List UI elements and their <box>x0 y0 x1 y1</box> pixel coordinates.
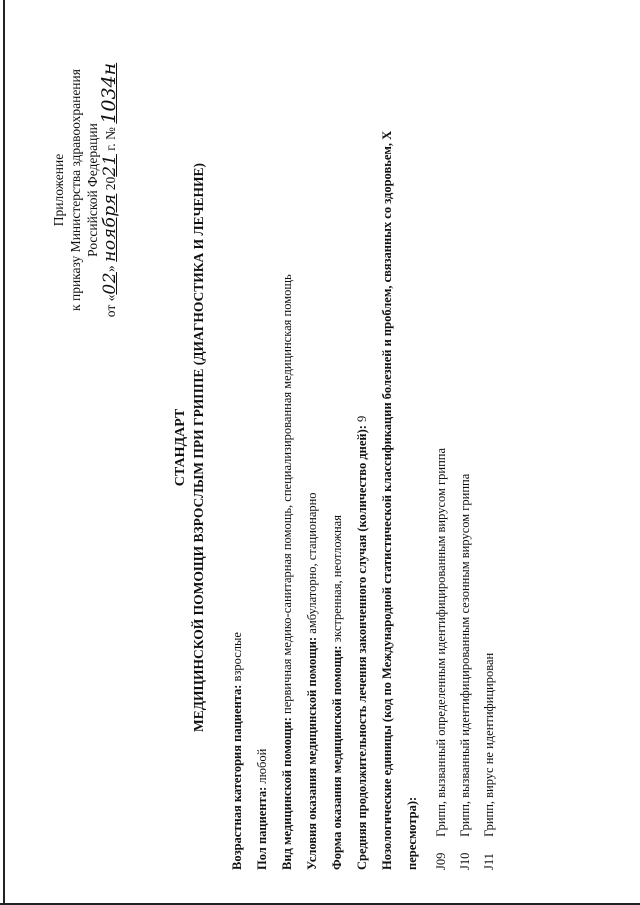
field-value: первичная медико-санитарная помощь, специализированная медицинская помощь <box>280 274 294 714</box>
nosology-heading: Нозологические единицы (код по Международной статистической классификации болезней и проблем, связанных со здоровьем, X пересмотра): <box>380 130 419 870</box>
date-year: 21 <box>100 154 120 177</box>
appendix-title: Приложение <box>51 153 66 227</box>
field-label: Условия оказания медицинской помощи: <box>305 636 319 870</box>
field-age-category <box>225 25 250 870</box>
field-value: 9 <box>355 415 369 422</box>
field-label: Пол пациента: <box>255 786 269 870</box>
field-care-form <box>325 25 350 870</box>
field-label: Вид медицинской помощи: <box>280 717 294 870</box>
icd-code: J10 <box>458 852 472 870</box>
field-label: Форма оказания медицинской помощи: <box>330 645 344 870</box>
icd-description: Грипп, вирус не идентифицирован <box>482 652 496 837</box>
field-value: экстренная, неотложная <box>330 515 344 643</box>
icd-description: Грипп, вызванный идентифицированным сезонным вирусом гриппа <box>458 473 472 837</box>
field-label: Возрастная категория пациента: <box>230 684 244 870</box>
rotated-document-content <box>50 25 620 870</box>
date-mid: » <box>103 261 118 272</box>
icd-code: J09 <box>434 852 448 870</box>
field-value: взрослые <box>230 632 244 682</box>
order-number: 1034н <box>98 62 120 124</box>
field-value: любой <box>255 748 269 784</box>
field-sex <box>250 25 275 870</box>
date-prefix: от « <box>103 294 118 318</box>
appendix-federation: Российской Федерации <box>85 123 100 257</box>
nosology-code-list <box>429 25 501 870</box>
field-care-conditions <box>300 25 325 870</box>
date-year-prefix: 20 <box>103 176 118 194</box>
field-care-type <box>275 25 300 870</box>
icd-description: Грипп, вызванный определенным идентифицированным вирусом гриппа <box>434 447 448 837</box>
date-day: 02 <box>100 271 120 295</box>
date-suffix: г. № <box>103 127 118 155</box>
icd-code: J11 <box>482 853 496 870</box>
date-month: ноября <box>100 193 120 262</box>
field-treatment-duration <box>350 25 375 870</box>
field-label: Средняя продолжительность лечения законченного случая (количество дней): <box>355 425 369 870</box>
title-standard: СТАНДАРТ <box>173 408 188 487</box>
standard-fields <box>225 25 501 870</box>
list-item <box>429 25 453 870</box>
appendix-block <box>50 50 119 330</box>
document-title <box>172 25 208 870</box>
field-value: амбулаторно, стационарно <box>305 492 319 634</box>
page-border-left <box>3 0 5 905</box>
list-item <box>477 25 501 870</box>
list-item <box>453 25 477 870</box>
appendix-order-ref: к приказу Министерства здравоохранения <box>68 69 83 311</box>
title-subject: МЕДИЦИНСКОЙ ПОМОЩИ ВЗРОСЛЫМ ПРИ ГРИППЕ (ДИАГНОСТИКА И ЛЕЧЕНИЕ) <box>191 162 206 733</box>
appendix-date-line <box>98 50 120 330</box>
